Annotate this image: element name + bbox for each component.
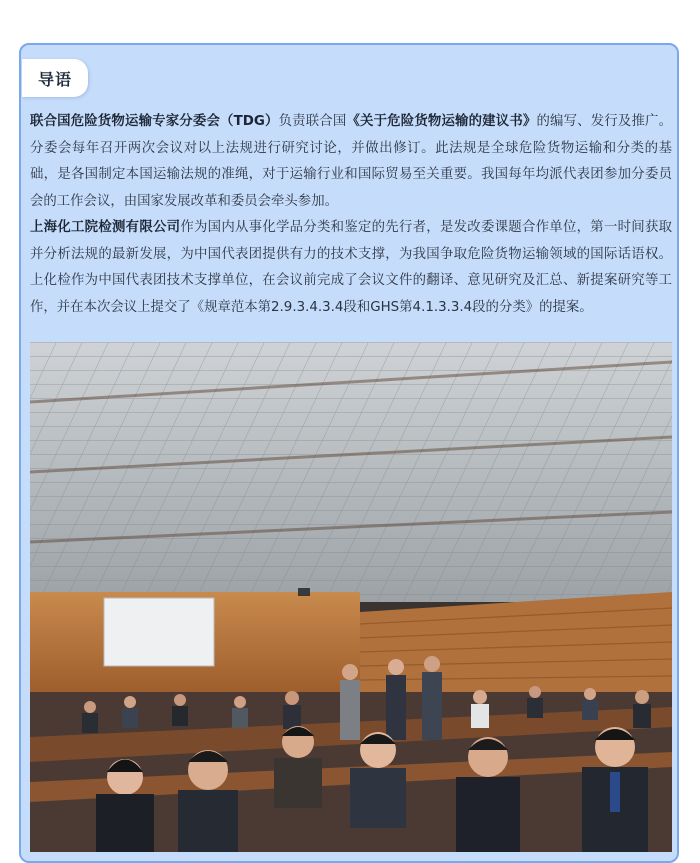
org-name-company: 上海化工院检测有限公司 bbox=[30, 220, 181, 235]
intro-card bbox=[19, 43, 679, 863]
text-span: 作为国内从事化学品分类和鉴定的先行者，是发改委课题合作单位，第一时间获取并分析法规的最新发展，为中国代表团提供有力的技术支撑，为我国争取危险货物运输领域的国际话语权。上化检作为中国代表团技术支撑单位，在会议前完成了会议文件的翻译、意见研究及汇总、新提案研究等工作，并在本次会议上提交了《规章范本第2.9.3.4.3.4段和GHS第4.1.3.3.4段的分类》的提案。 bbox=[30, 220, 673, 315]
text-span: 负责联合国 bbox=[278, 114, 347, 129]
org-name-tdg: 联合国危险货物运输专家分委会（TDG） bbox=[30, 114, 279, 129]
intro-text bbox=[30, 109, 672, 321]
text-span: 的编写、发行及推广。分委会每年召开两次会议对以上法规进行研究讨论，并做出修订。此法规是全球危险货物运输和分类的基础，是各国制定本国运输法规的准绳，对于运输行业和国际贸易至关重要。我国每年均派代表团参加分委员会的工作会议，由国家发展改革和委员会牵头参加。 bbox=[30, 114, 673, 209]
section-tag: 导语 bbox=[22, 59, 88, 97]
conference-room-illustration bbox=[30, 342, 672, 852]
meeting-photo bbox=[30, 342, 672, 852]
intro-paragraph-1 bbox=[30, 109, 672, 215]
intro-paragraph-2 bbox=[30, 215, 672, 321]
book-title: 《关于危险货物运输的建议书》 bbox=[346, 114, 537, 129]
